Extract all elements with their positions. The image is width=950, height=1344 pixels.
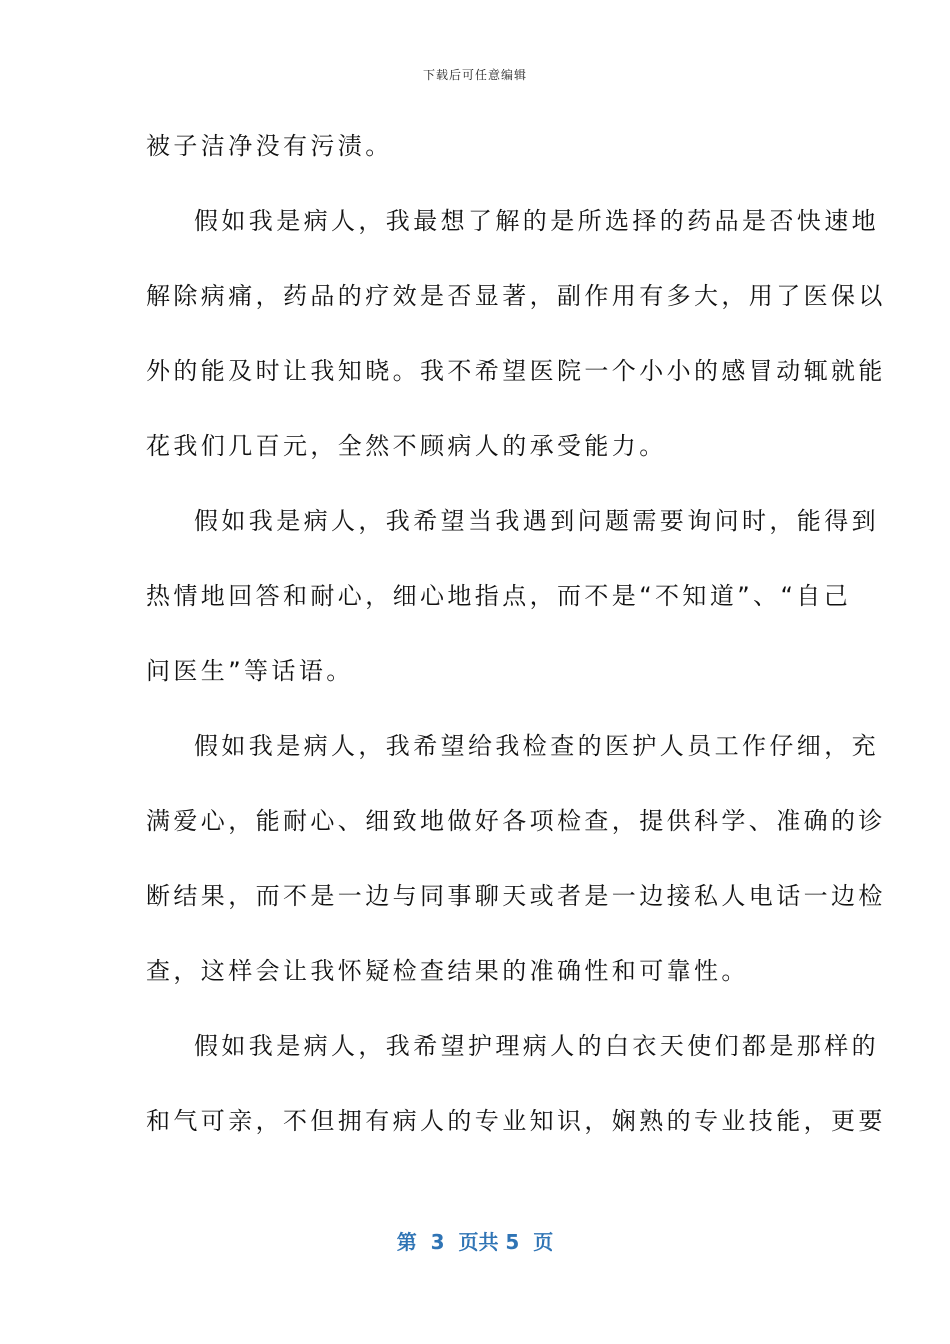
text-line: 假如我是病人，我最想了解的是所选择的药品是否快速地 xyxy=(194,207,879,235)
text-line: 问医生”等话语。 xyxy=(146,657,354,685)
text-line: 查，这样会让我怀疑检查结果的准确性和可靠性。 xyxy=(146,957,749,985)
text-line: 外的能及时让我知晓。我不希望医院一个小小的感冒动辄就能 xyxy=(146,357,886,385)
text-line: 假如我是病人，我希望给我检查的医护人员工作仔细，充 xyxy=(194,732,879,760)
page-header: 下载后可任意编辑 xyxy=(422,68,527,82)
text-line: 花我们几百元，全然不顾病人的承受能力。 xyxy=(146,432,667,460)
text-line: 假如我是病人，我希望当我遇到问题需要询问时，能得到 xyxy=(194,507,879,535)
text-line: 假如我是病人，我希望护理病人的白衣天使们都是那样的 xyxy=(194,1032,879,1060)
page-number-footer: 第 3 页共 5 页 xyxy=(396,1230,554,1254)
body-text xyxy=(146,126,886,1176)
text-line: 满爱心，能耐心、细致地做好各项检查，提供科学、准确的诊 xyxy=(146,807,886,835)
text-line: 解除病痛，药品的疗效是否显著，副作用有多大，用了医保以 xyxy=(146,282,886,310)
text-line: 被子洁净没有污渍。 xyxy=(146,132,393,160)
text-line: 和气可亲，不但拥有病人的专业知识，娴熟的专业技能，更要 xyxy=(146,1107,886,1135)
text-line: 断结果，而不是一边与同事聊天或者是一边接私人电话一边检 xyxy=(146,882,886,910)
text-line: 热情地回答和耐心，细心地指点，而不是“不知道”、“自己 xyxy=(146,582,852,610)
